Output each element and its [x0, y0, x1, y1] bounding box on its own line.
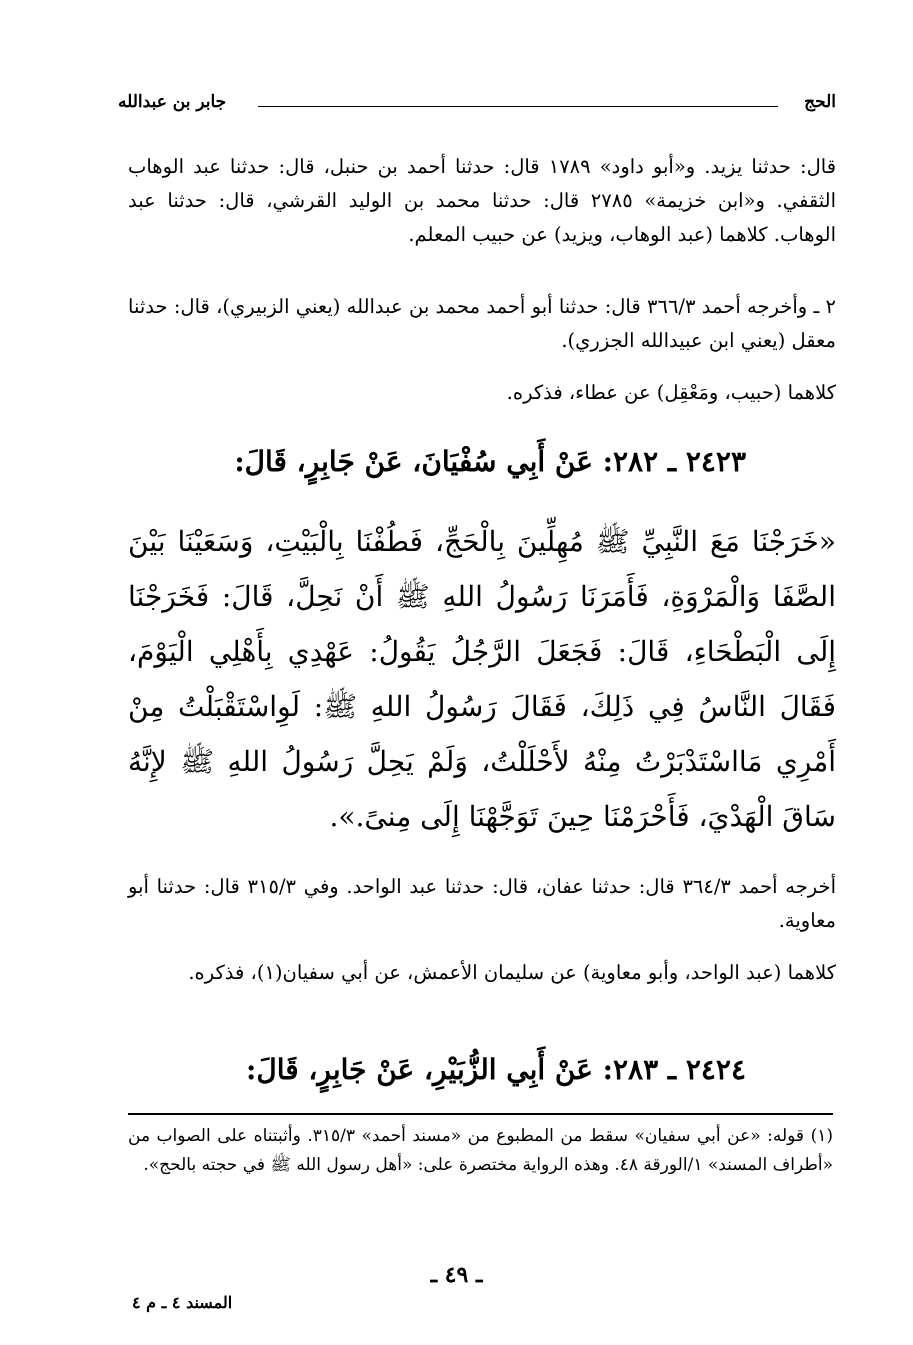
hadith-2424-heading-block [128, 1050, 836, 1090]
takhrij-summary [128, 376, 836, 410]
hadith-2423-heading-block [128, 442, 836, 482]
footnote-rule [128, 1113, 833, 1115]
hadith-heading: ٢٤٢٤ ـ ٢٨٣: عَنْ أَبِي الزُّبَيْرِ، عَنْ جَابِرٍ، قَالَ: [246, 1053, 746, 1086]
header-rule [258, 106, 778, 107]
running-header [118, 92, 836, 122]
hadith-heading: ٢٤٢٣ ـ ٢٨٢: عَنْ أَبِي سُفْيَانَ، عَنْ جَابِرٍ، قَالَ: [234, 445, 746, 478]
takhrij-2423-summary [128, 956, 836, 990]
takhrij-paragraph: ٢ ـ وأخرجه أحمد ٣٦٦/٣ قال: حدثنا أبو أحمد محمد بن عبدالله (يعني الزبيري)، قال: حدثنا معقل (يعني ابن عبيدالله الجزري). [128, 295, 836, 352]
takhrij-paragraph: قال: حدثنا يزيد. و«أبو داود» ١٧٨٩ قال: حدثنا أحمد بن حنبل، قال: حدثنا عبد الوهاب الثقفي. و«ابن خزيمة» ٢٧٨٥ قال: حدثنا محمد بن الوليد القرشي، قال: حدثنا عبد الوهاب. كلاهما (عبد الوهاب، ويزيد) عن حبيب المعلم. [128, 155, 837, 246]
hadith-text: «خَرَجْنَا مَعَ النَّبِيِّ ﷺ مُهِلِّينَ بِالْحَجِّ، فَطُفْنَا بِالْبَيْتِ، وَسَعَيْنَا بَيْنَ الصَّفَا وَالْمَرْوَةِ، فَأَمَرَنَا رَسُولُ اللهِ ﷺ أَنْ نَحِلَّ، قَالَ: فَخَرَجْنَا إِلَى الْبَطْحَاءِ، قَالَ: فَجَعَلَ الرَّجُلُ يَقُولُ: عَهْدِي بِأَهْلِي الْيَوْمَ، فَقَالَ النَّاسُ فِي ذَلِكَ، فَقَالَ رَسُولُ اللهِ ﷺ: لَوِاسْتَقْبَلْتُ مِنْ أَمْرِي مَااسْتَدْبَرْتُ مِنْهُ لأَحْلَلْتُ، وَلَمْ يَحِلَّ رَسُولُ اللهِ ﷺ لإِنَّهُ سَاقَ الْهَدْيَ، فَأَحْرَمْنَا حِينَ تَوَجَّهْنَا إِلَى مِنىً.». [128, 525, 836, 833]
takhrij-paragraph: أخرجه أحمد ٣٦٤/٣ قال: حدثنا عفان، قال: حدثنا عبد الواحد. وفي ٣١٥/٣ قال: حدثنا أبو معاوية. [128, 875, 837, 932]
takhrij-2423 [128, 870, 836, 938]
previous-takhrij [128, 150, 836, 252]
footnote: (١) قوله: «عن أبي سفيان» سقط من المطبوع من «مسند أحمد» ٣١٥/٣. وأثبتناه على الصواب من «أطراف المسند» ١/الورقة ٤٨. وهذه الرواية مختصرة على: «أهل رسول الله ﷺ في حجته بالحج». [128, 1126, 833, 1175]
takhrij-paragraph: كلاهما (عبد الواحد، وأبو معاوية) عن سليمان الأعمش، عن أبي سفيان(١)، فذكره. [188, 961, 836, 984]
takhrij-second [128, 290, 836, 358]
page-number: ـ ٤٩ ـ [430, 1262, 483, 1288]
hadith-2423-text-block [128, 514, 836, 844]
takhrij-paragraph: كلاهما (حبيب، ومَعْقِل) عن عطاء، فذكره. [506, 381, 836, 404]
narrator-title: جابر بن عبدالله [118, 92, 227, 112]
signature-mark: المسند ٤ ـ م ٤ [132, 1293, 233, 1312]
chapter-title: الحج [804, 92, 836, 112]
